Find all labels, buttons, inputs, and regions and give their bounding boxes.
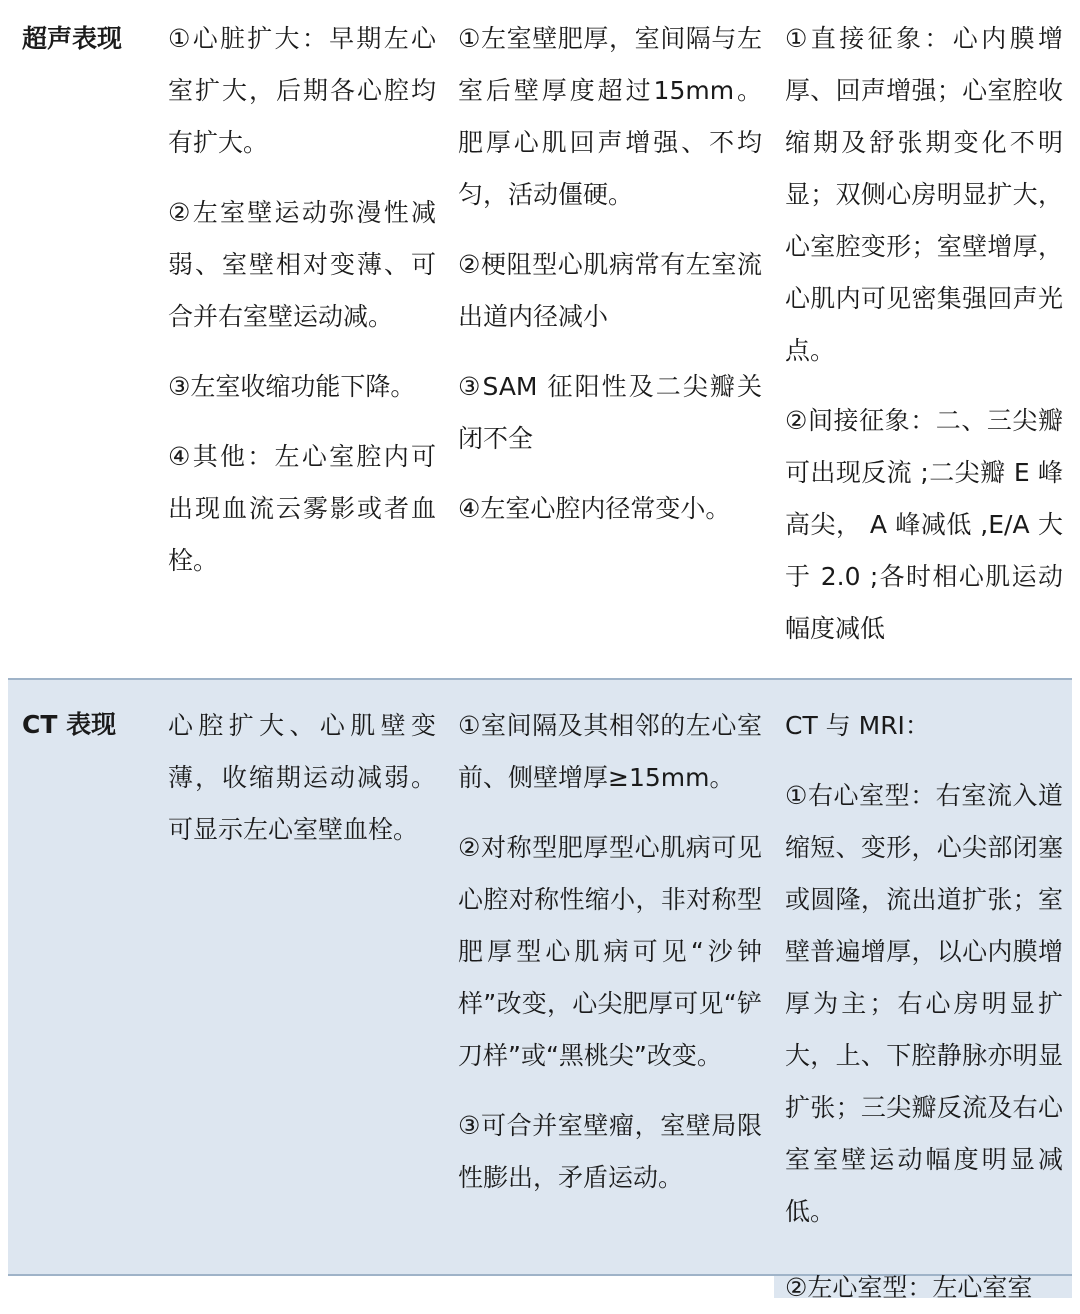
- paragraph: ③SAM 征阳性及二尖瓣关闭不全: [458, 372, 762, 453]
- table-row-ct: [8, 678, 1072, 1276]
- cell-ct-restrictive: [785, 700, 1063, 1256]
- paragraph: ②左室壁运动弥漫性减弱、室壁相对变薄、可合并右室壁运动减。: [168, 198, 436, 331]
- paragraph: ④左室心腔内径常变小。: [458, 494, 731, 523]
- paragraph: ①室间隔及其相邻的左心室前、侧壁增厚≥15mm。: [458, 711, 762, 792]
- paragraph: ①心脏扩大：早期左心室扩大，后期各心腔均有扩大。: [168, 24, 436, 157]
- paragraph: ①左室壁肥厚，室间隔与左室后壁厚度超过15mm。肥厚心肌回声增强、不均匀，活动僵硬。: [458, 24, 762, 209]
- paragraph: ③可合并室壁瘤，室壁局限性膨出，矛盾运动。: [458, 1111, 762, 1192]
- paragraph: ②左心室型：左心室室: [785, 1273, 1033, 1302]
- paragraph: ②对称型肥厚型心肌病可见心腔对称性缩小，非对称型肥厚型心肌病可见“沙钟样”改变，心尖肥厚可见“铲刀样”或“黑桃尖”改变。: [458, 833, 762, 1070]
- paragraph: CT 与 MRI：: [785, 711, 930, 740]
- paragraph: ①右心室型：右室流入道缩短、变形，心尖部闭塞或圆隆，流出道扩张；室壁普遍增厚，以心内膜增厚为主；右心房明显扩大，上、下腔静脉亦明显扩张；三尖瓣反流及右心室室壁运动幅度明显减低。: [785, 781, 1063, 1226]
- cell-ultrasound-dilated: [168, 13, 436, 605]
- paragraph: ③左室收缩功能下降。: [168, 372, 416, 401]
- paragraph: ②间接征象：二、三尖瓣可出现反流 ;二尖瓣 E 峰高尖， A 峰减低 ,E/A 大于 2.0 ;各时相心肌运动幅度减低: [785, 406, 1063, 643]
- cell-ultrasound-restrictive: [785, 13, 1063, 673]
- cell-ct-dilated: [168, 700, 436, 874]
- overflow-cell-tail: [774, 1273, 1072, 1302]
- paragraph: ④其他：左心室腔内可出现血流云雾影或者血栓。: [168, 442, 436, 575]
- row-header-ultrasound: 超声表现: [22, 24, 123, 53]
- row-header-ct: CT 表现: [22, 710, 117, 739]
- cell-ct-hypertrophic: [458, 700, 762, 1222]
- paragraph: ②梗阻型心肌病常有左室流出道内径减小: [458, 250, 762, 331]
- paragraph: 心腔扩大、心肌壁变薄，收缩期运动减弱。可显示左心室壁血栓。: [168, 711, 436, 844]
- cell-ultrasound-hypertrophic: [458, 13, 762, 553]
- paragraph: ①直接征象：心内膜增厚、回声增强；心室腔收缩期及舒张期变化不明显；双侧心房明显扩大，心室腔变形；室壁增厚，心肌内可见密集强回声光点。: [785, 24, 1063, 365]
